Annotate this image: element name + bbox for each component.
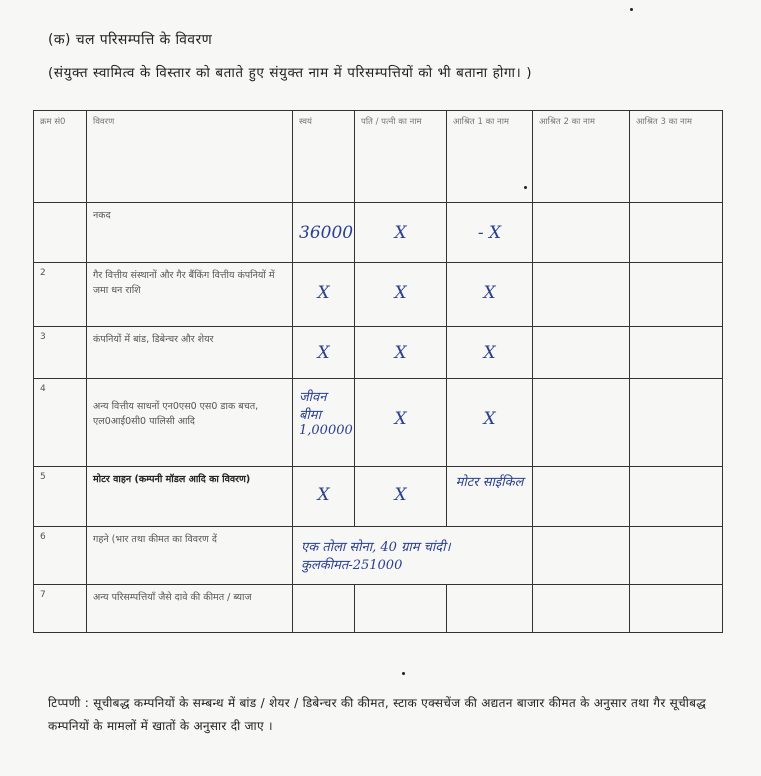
row-num: 2 (34, 263, 87, 327)
table-row (34, 327, 723, 379)
row-dep2-value (533, 203, 630, 263)
section-subheading: (संयुक्त स्वामित्व के विस्तार को बताते हुए संयुक्त नाम में परिसम्पत्तियों को भी बताना होगा। ) (48, 65, 533, 81)
table-row (34, 263, 723, 327)
header-dependent-1: आश्रित 1 का नाम (447, 111, 533, 203)
row-dep3-value (630, 203, 723, 263)
scan-speck (630, 8, 633, 11)
row-desc: नकद (87, 203, 293, 263)
row-dep3-value (630, 327, 723, 379)
row-self-value: 36000 (293, 203, 355, 263)
row-num: 3 (34, 327, 87, 379)
scan-speck (524, 186, 527, 189)
row-num: 6 (34, 527, 87, 585)
row-num (34, 203, 87, 263)
row-self-value: X (293, 327, 355, 379)
row-dep1-value: X (447, 263, 533, 327)
header-dependent-2: आश्रित 2 का नाम (533, 111, 630, 203)
row-spouse-value: X (355, 467, 447, 527)
row-num: 4 (34, 379, 87, 467)
row-spouse-value: X (355, 379, 447, 467)
header-description: विवरण (87, 111, 293, 203)
row-num: 5 (34, 467, 87, 527)
row-spouse-value: X (355, 203, 447, 263)
row-dep3-value (630, 379, 723, 467)
row-desc: अन्य परिसम्पत्तियाँ जैसे दावे की कीमत / ब्याज (87, 585, 293, 633)
row-dep1-value: X (447, 379, 533, 467)
table-header-row (34, 111, 723, 203)
row-self-value: जीवन बीमा 1,00000 (293, 379, 355, 467)
header-serial: क्रम सं0 (34, 111, 87, 203)
row-dep2-value (533, 263, 630, 327)
row-num: 7 (34, 585, 87, 633)
header-self: स्वयं (293, 111, 355, 203)
row-desc: अन्य वित्तीय साधनों एन0एस0 एस0 डाक बचत, एल0आई0सी0 पालिसी आदि (87, 379, 293, 467)
row-dep2-value (533, 327, 630, 379)
row-dep2-value (533, 527, 630, 585)
row-self-value: एक तोला सोना, 40 ग्राम चांदी। कुलकीमत-251000 (293, 527, 533, 585)
row-dep1-value: - X (447, 203, 533, 263)
header-dependent-3: आश्रित 3 का नाम (630, 111, 723, 203)
row-dep2-value (533, 379, 630, 467)
row-desc: मोटर वाहन (कम्पनी मॉडल आदि का विवरण) (87, 467, 293, 527)
row-self-value: X (293, 263, 355, 327)
table-row (34, 203, 723, 263)
row-dep2-value (533, 467, 630, 527)
scan-speck (402, 672, 405, 675)
table-row (34, 527, 723, 585)
footnote: टिप्पणी : सूचीबद्ध कम्पनियों के सम्बन्ध में बांड / शेयर / डिबेन्चर की कीमत, स्टाक एक्सचेंज की अद्यतन बाजार कीमत के अनुसार तथा गैर सूचीबद्ध कम्पनियों के मामलों में खातों के अनुसार दी जाए । (48, 696, 707, 733)
row-dep2-value (533, 585, 630, 633)
movable-assets-table (33, 110, 723, 633)
row-dep1-value (447, 585, 533, 633)
table-row (34, 379, 723, 467)
row-spouse-value: X (355, 263, 447, 327)
row-self-value (293, 585, 355, 633)
header-spouse: पति / पत्नी का नाम (355, 111, 447, 203)
row-dep3-value (630, 263, 723, 327)
row-dep1-value: मोटर साईकिल (447, 467, 533, 527)
row-dep3-value (630, 585, 723, 633)
row-dep3-value (630, 467, 723, 527)
row-desc: गहने (भार तथा कीमत का विवरण दें (87, 527, 293, 585)
section-heading: (क) चल परिसम्पत्ति के विवरण (48, 32, 213, 48)
row-dep1-value: X (447, 327, 533, 379)
row-self-value: X (293, 467, 355, 527)
row-dep3-value (630, 527, 723, 585)
table-row (34, 585, 723, 633)
row-desc: गैर वित्तीय संस्थानों और गैर बैंकिंग वित्तीय कंपनियों में जमा धन राशि (87, 263, 293, 327)
table-row (34, 467, 723, 527)
row-desc: कंपनियों में बांड, डिबेन्चर और शेयर (87, 327, 293, 379)
row-spouse-value: X (355, 327, 447, 379)
row-spouse-value (355, 585, 447, 633)
